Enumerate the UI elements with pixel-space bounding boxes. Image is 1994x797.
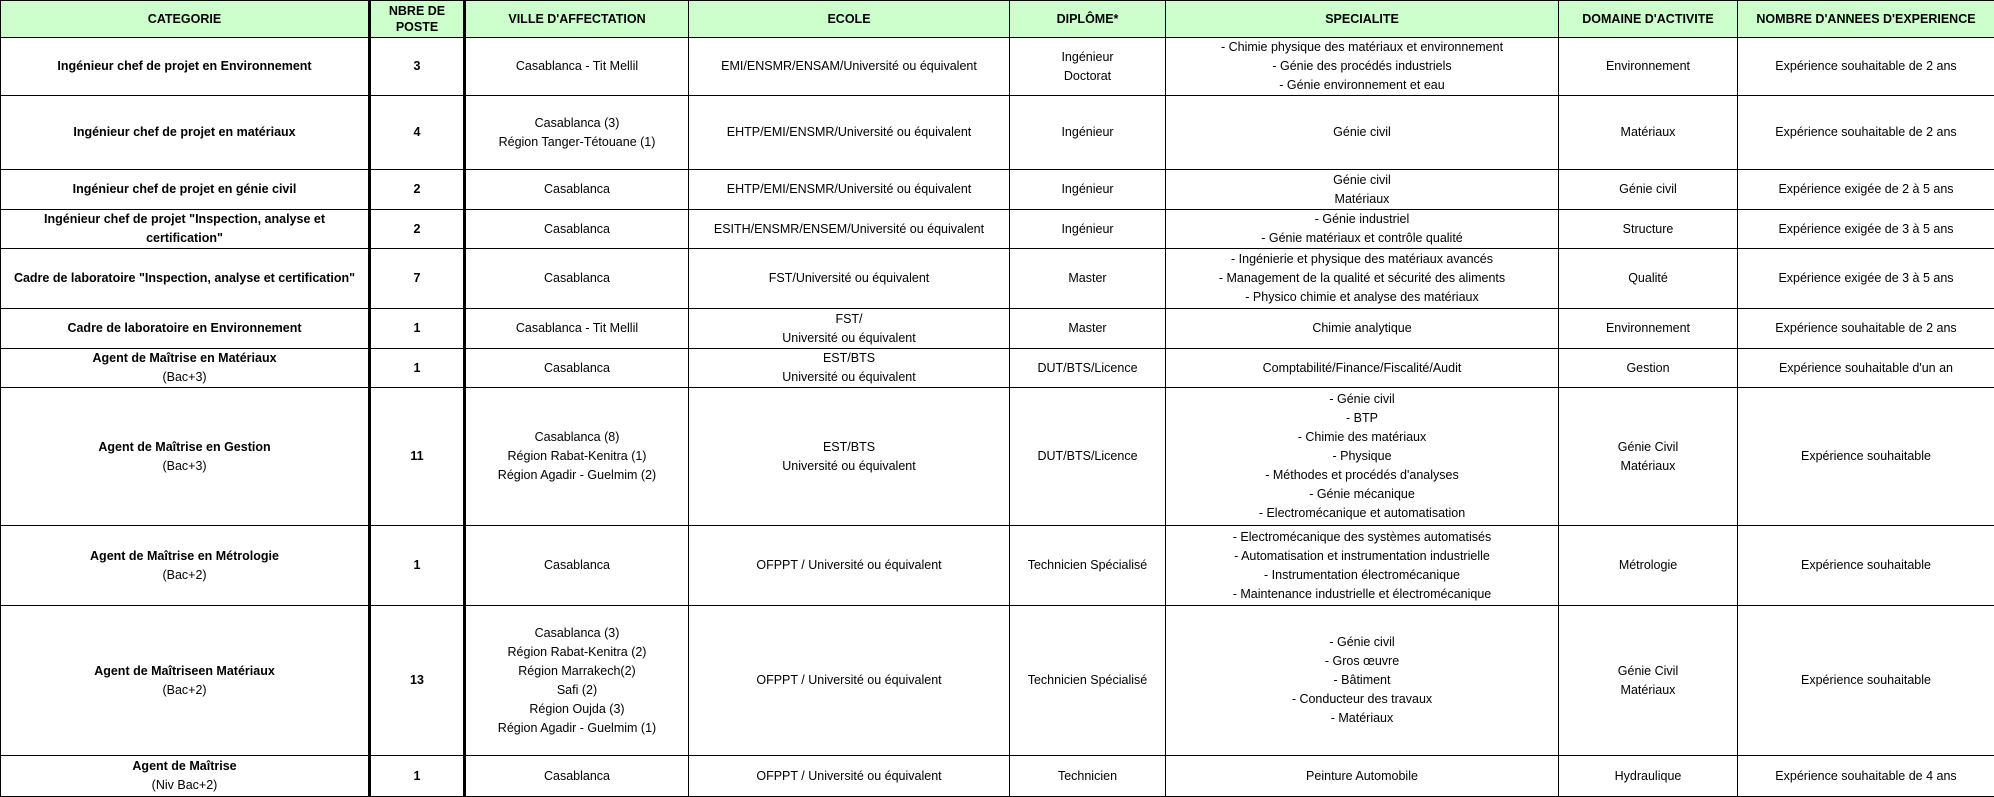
domaine-line: Hydraulique	[1563, 767, 1733, 786]
specialite-line: - BTP	[1170, 409, 1554, 428]
cell-specialite	[1166, 249, 1559, 309]
cell-domaine	[1559, 96, 1738, 170]
specialite-line: - Génie mécanique	[1170, 485, 1554, 504]
ville-line: Safi (2)	[470, 681, 684, 700]
header-nbre-poste: NBRE DE POSTE	[370, 1, 465, 38]
cell-nbre-poste: 4	[370, 96, 465, 170]
header-ecole: ECOLE	[689, 1, 1010, 38]
cell-diplome	[1010, 96, 1166, 170]
cell-specialite	[1166, 526, 1559, 606]
categorie-title: Ingénieur chef de projet en matériaux	[5, 123, 364, 142]
ville-line: Casablanca - Tit Mellil	[470, 57, 684, 76]
cell-diplome	[1010, 388, 1166, 526]
cell-experience: Expérience souhaitable	[1738, 526, 1994, 606]
diplome-line: Ingénieur	[1014, 48, 1161, 67]
table-row	[1, 388, 1994, 526]
cell-diplome	[1010, 309, 1166, 349]
diplome-line: DUT/BTS/Licence	[1014, 447, 1161, 466]
table-row	[1, 526, 1994, 606]
specialite-line: Comptabilité/Finance/Fiscalité/Audit	[1170, 359, 1554, 378]
domaine-line: Structure	[1563, 220, 1733, 239]
ecole-line: OFPPT / Université ou équivalent	[693, 767, 1005, 786]
specialite-line: - Automatisation et instrumentation industrielle	[1170, 547, 1554, 566]
ville-line: Région Rabat-Kenitra (2)	[470, 643, 684, 662]
table-row	[1, 96, 1994, 170]
diplome-line: Ingénieur	[1014, 123, 1161, 142]
cell-categorie	[1, 606, 370, 756]
cell-categorie	[1, 96, 370, 170]
cell-diplome	[1010, 526, 1166, 606]
categorie-title: Agent de Maîtrise	[5, 757, 364, 776]
specialite-line: - Génie des procédés industriels	[1170, 57, 1554, 76]
cell-specialite	[1166, 756, 1559, 797]
categorie-level: (Bac+2)	[5, 566, 364, 585]
specialite-line: - Physique	[1170, 447, 1554, 466]
header-experience: NOMBRE D'ANNEES D'EXPERIENCE	[1738, 1, 1994, 38]
categorie-title: certification"	[5, 229, 364, 248]
diplome-line: Master	[1014, 319, 1161, 338]
categorie-title: Cadre de laboratoire en Environnement	[5, 319, 364, 338]
cell-experience: Expérience souhaitable de 2 ans	[1738, 96, 1994, 170]
categorie-level: (Bac+3)	[5, 368, 364, 387]
categorie-title: Ingénieur chef de projet "Inspection, analyse et	[5, 210, 364, 229]
cell-ville	[465, 756, 689, 797]
ville-line: Casablanca	[470, 556, 684, 575]
domaine-line: Matériaux	[1563, 681, 1733, 700]
cell-nbre-poste: 2	[370, 210, 465, 249]
domaine-line: Environnement	[1563, 319, 1733, 338]
categorie-title: Agent de Maîtrise en Gestion	[5, 438, 364, 457]
cell-domaine	[1559, 249, 1738, 309]
header-ville: VILLE D'AFFECTATION	[465, 1, 689, 38]
cell-categorie	[1, 249, 370, 309]
cell-categorie	[1, 349, 370, 388]
ville-line: Casablanca	[470, 269, 684, 288]
cell-specialite	[1166, 170, 1559, 210]
cell-domaine	[1559, 526, 1738, 606]
cell-diplome	[1010, 210, 1166, 249]
ecole-line: EHTP/EMI/ENSMR/Université ou équivalent	[693, 123, 1005, 142]
cell-experience: Expérience souhaitable	[1738, 606, 1994, 756]
cell-nbre-poste: 13	[370, 606, 465, 756]
ville-line: Casablanca	[470, 767, 684, 786]
categorie-title: Ingénieur chef de projet en génie civil	[5, 180, 364, 199]
ecole-line: Université ou équivalent	[693, 368, 1005, 387]
cell-ecole	[689, 249, 1010, 309]
ville-line: Région Agadir - Guelmim (2)	[470, 466, 684, 485]
specialite-line: - Gros œuvre	[1170, 652, 1554, 671]
specialite-line: - Electromécanique des systèmes automatisés	[1170, 528, 1554, 547]
specialite-line: - Génie civil	[1170, 633, 1554, 652]
cell-categorie	[1, 170, 370, 210]
cell-nbre-poste: 2	[370, 170, 465, 210]
specialite-line: - Physico chimie et analyse des matériaux	[1170, 288, 1554, 307]
cell-categorie	[1, 38, 370, 96]
cell-diplome	[1010, 349, 1166, 388]
ville-line: Région Oujda (3)	[470, 700, 684, 719]
cell-ville	[465, 309, 689, 349]
categorie-title: Cadre de laboratoire "Inspection, analyse et certification"	[5, 269, 364, 288]
cell-ville	[465, 249, 689, 309]
cell-ecole	[689, 606, 1010, 756]
ecole-line: EHTP/EMI/ENSMR/Université ou équivalent	[693, 180, 1005, 199]
specialite-line: Matériaux	[1170, 190, 1554, 209]
specialite-line: Chimie analytique	[1170, 319, 1554, 338]
cell-categorie	[1, 388, 370, 526]
cell-ville	[465, 170, 689, 210]
cell-categorie	[1, 210, 370, 249]
cell-experience: Expérience exigée de 3 à 5 ans	[1738, 210, 1994, 249]
domaine-line: Génie Civil	[1563, 438, 1733, 457]
cell-domaine	[1559, 309, 1738, 349]
cell-nbre-poste: 1	[370, 309, 465, 349]
categorie-title: Agent de Maîtriseen Matériaux	[5, 662, 364, 681]
diplome-line: Doctorat	[1014, 67, 1161, 86]
table-row	[1, 249, 1994, 309]
cell-ecole	[689, 526, 1010, 606]
ville-line: Casablanca	[470, 359, 684, 378]
diplome-line: Ingénieur	[1014, 180, 1161, 199]
cell-ecole	[689, 349, 1010, 388]
header-categorie: CATEGORIE	[1, 1, 370, 38]
cell-diplome	[1010, 38, 1166, 96]
ville-line: Casablanca - Tit Mellil	[470, 319, 684, 338]
ville-line: Casablanca (3)	[470, 624, 684, 643]
cell-diplome	[1010, 606, 1166, 756]
cell-diplome	[1010, 249, 1166, 309]
cell-ville	[465, 606, 689, 756]
categorie-title: Agent de Maîtrise en Matériaux	[5, 349, 364, 368]
header-row	[1, 1, 1994, 38]
cell-ville	[465, 526, 689, 606]
ecole-line: ESITH/ENSMR/ENSEM/Université ou équivalent	[693, 220, 1005, 239]
specialite-line: - Matériaux	[1170, 709, 1554, 728]
cell-ecole	[689, 756, 1010, 797]
domaine-line: Génie Civil	[1563, 662, 1733, 681]
ville-line: Casablanca (3)	[470, 114, 684, 133]
cell-nbre-poste: 1	[370, 756, 465, 797]
cell-specialite	[1166, 38, 1559, 96]
cell-specialite	[1166, 606, 1559, 756]
header-diplome: DIPLÔME*	[1010, 1, 1166, 38]
specialite-line: - Ingénierie et physique des matériaux avancés	[1170, 250, 1554, 269]
cell-domaine	[1559, 170, 1738, 210]
ville-line: Casablanca	[470, 220, 684, 239]
cell-ville	[465, 210, 689, 249]
domaine-line: Matériaux	[1563, 457, 1733, 476]
table-row	[1, 210, 1994, 249]
ecole-line: OFPPT / Université ou équivalent	[693, 671, 1005, 690]
ecole-line: Université ou équivalent	[693, 329, 1005, 348]
cell-domaine	[1559, 388, 1738, 526]
cell-ecole	[689, 38, 1010, 96]
categorie-level: (Bac+2)	[5, 681, 364, 700]
cell-specialite	[1166, 96, 1559, 170]
specialite-line: - Méthodes et procédés d'analyses	[1170, 466, 1554, 485]
cell-ville	[465, 388, 689, 526]
ville-line: Région Agadir - Guelmim (1)	[470, 719, 684, 738]
specialite-line: - Génie civil	[1170, 390, 1554, 409]
ecole-line: EST/BTS	[693, 438, 1005, 457]
cell-domaine	[1559, 606, 1738, 756]
cell-ville	[465, 349, 689, 388]
specialite-line: Génie civil	[1170, 123, 1554, 142]
cell-domaine	[1559, 756, 1738, 797]
diplome-line: Technicien Spécialisé	[1014, 671, 1161, 690]
specialite-line: - Chimie des matériaux	[1170, 428, 1554, 447]
diplome-line: Master	[1014, 269, 1161, 288]
specialite-line: - Management de la qualité et sécurité des aliments	[1170, 269, 1554, 288]
cell-nbre-poste: 1	[370, 526, 465, 606]
header-domaine: DOMAINE D'ACTIVITE	[1559, 1, 1738, 38]
cell-categorie	[1, 309, 370, 349]
cell-specialite	[1166, 349, 1559, 388]
cell-ecole	[689, 388, 1010, 526]
specialite-line: - Génie matériaux et contrôle qualité	[1170, 229, 1554, 248]
ecole-line: EST/BTS	[693, 349, 1005, 368]
ecole-line: FST/Université ou équivalent	[693, 269, 1005, 288]
ecole-line: EMI/ENSMR/ENSAM/Université ou équivalent	[693, 57, 1005, 76]
cell-experience: Expérience souhaitable de 4 ans	[1738, 756, 1994, 797]
cell-specialite	[1166, 309, 1559, 349]
categorie-title: Ingénieur chef de projet en Environnement	[5, 57, 364, 76]
categorie-level: (Bac+3)	[5, 457, 364, 476]
diplome-line: Ingénieur	[1014, 220, 1161, 239]
diplome-line: Technicien	[1014, 767, 1161, 786]
table-row	[1, 309, 1994, 349]
specialite-line: - Bâtiment	[1170, 671, 1554, 690]
ecole-line: Université ou équivalent	[693, 457, 1005, 476]
domaine-line: Génie civil	[1563, 180, 1733, 199]
domaine-line: Métrologie	[1563, 556, 1733, 575]
cell-nbre-poste: 7	[370, 249, 465, 309]
diplome-line: DUT/BTS/Licence	[1014, 359, 1161, 378]
header-specialite: SPECIALITE	[1166, 1, 1559, 38]
cell-categorie	[1, 526, 370, 606]
ville-line: Casablanca (8)	[470, 428, 684, 447]
cell-ville	[465, 96, 689, 170]
specialite-line: - Génie environnement et eau	[1170, 76, 1554, 95]
domaine-line: Environnement	[1563, 57, 1733, 76]
ecole-line: FST/	[693, 310, 1005, 329]
table-row	[1, 756, 1994, 797]
cell-ecole	[689, 210, 1010, 249]
ville-line: Casablanca	[470, 180, 684, 199]
specialite-line: - Chimie physique des matériaux et environnement	[1170, 38, 1554, 57]
ville-line: Région Marrakech(2)	[470, 662, 684, 681]
ville-line: Région Rabat-Kenitra (1)	[470, 447, 684, 466]
cell-domaine	[1559, 38, 1738, 96]
cell-diplome	[1010, 756, 1166, 797]
cell-experience: Expérience exigée de 2 à 5 ans	[1738, 170, 1994, 210]
cell-ecole	[689, 96, 1010, 170]
cell-domaine	[1559, 349, 1738, 388]
cell-diplome	[1010, 170, 1166, 210]
domaine-line: Qualité	[1563, 269, 1733, 288]
ecole-line: OFPPT / Université ou équivalent	[693, 556, 1005, 575]
cell-specialite	[1166, 388, 1559, 526]
cell-experience: Expérience souhaitable d'un an	[1738, 349, 1994, 388]
specialite-line: Génie civil	[1170, 171, 1554, 190]
cell-experience: Expérience souhaitable de 2 ans	[1738, 38, 1994, 96]
table-row	[1, 38, 1994, 96]
cell-experience: Expérience exigée de 3 à 5 ans	[1738, 249, 1994, 309]
categorie-level: (Niv Bac+2)	[5, 776, 364, 795]
diplome-line: Technicien Spécialisé	[1014, 556, 1161, 575]
specialite-line: - Instrumentation électromécanique	[1170, 566, 1554, 585]
categorie-title: Agent de Maîtrise en Métrologie	[5, 547, 364, 566]
specialite-line: - Maintenance industrielle et électromécanique	[1170, 585, 1554, 604]
specialite-line: Peinture Automobile	[1170, 767, 1554, 786]
cell-categorie	[1, 756, 370, 797]
specialite-line: - Electromécanique et automatisation	[1170, 504, 1554, 523]
cell-experience: Expérience souhaitable	[1738, 388, 1994, 526]
cell-ville	[465, 38, 689, 96]
cell-specialite	[1166, 210, 1559, 249]
cell-nbre-poste: 11	[370, 388, 465, 526]
ville-line: Région Tanger-Tétouane (1)	[470, 133, 684, 152]
cell-nbre-poste: 1	[370, 349, 465, 388]
domaine-line: Gestion	[1563, 359, 1733, 378]
specialite-line: - Conducteur des travaux	[1170, 690, 1554, 709]
cell-ecole	[689, 309, 1010, 349]
table-body	[1, 38, 1994, 797]
cell-experience: Expérience souhaitable de 2 ans	[1738, 309, 1994, 349]
domaine-line: Matériaux	[1563, 123, 1733, 142]
table-row	[1, 606, 1994, 756]
cell-ecole	[689, 170, 1010, 210]
table-row	[1, 349, 1994, 388]
specialite-line: - Génie industriel	[1170, 210, 1554, 229]
table-row	[1, 170, 1994, 210]
cell-domaine	[1559, 210, 1738, 249]
cell-nbre-poste: 3	[370, 38, 465, 96]
